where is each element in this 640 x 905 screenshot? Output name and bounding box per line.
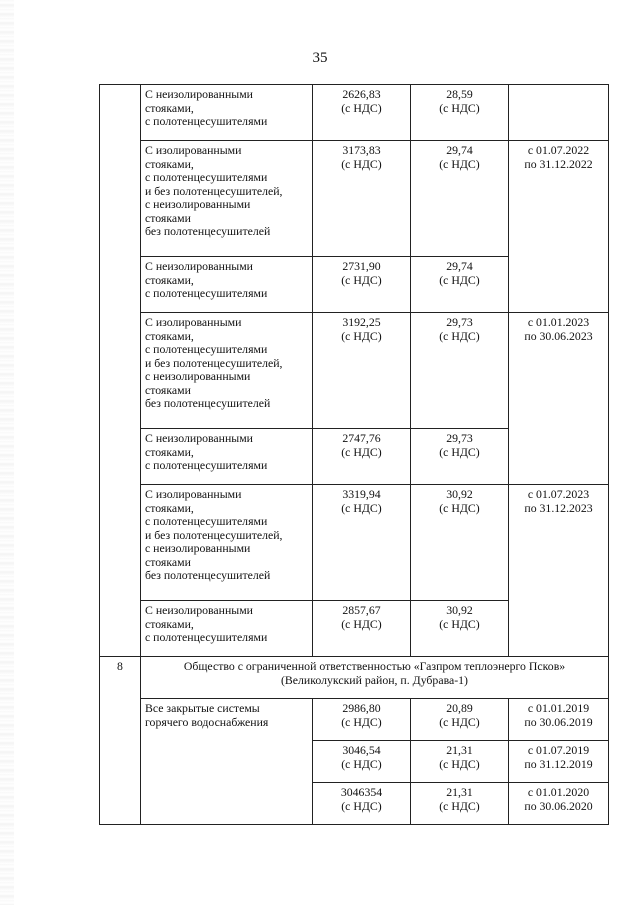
- tariff-value: 2747,76 (с НДС): [313, 429, 411, 485]
- row-description: С неизолированными стояками, с полотенцесушителями: [141, 429, 313, 485]
- table-row: [100, 141, 609, 257]
- scan-edge-artifact: [0, 0, 14, 905]
- component-value: 21,31 (с НДС): [411, 783, 509, 825]
- table-row: [100, 85, 609, 141]
- index-cell-empty: [100, 85, 141, 657]
- component-value: 29,73 (с НДС): [411, 429, 509, 485]
- table-row: [100, 485, 609, 601]
- tariff-value: 3319,94 (с НДС): [313, 485, 411, 601]
- component-value: 28,59 (с НДС): [411, 85, 509, 141]
- row-description: С изолированными стояками, с полотенцесушителями и без полотенцесушителей, с неизолированными стояками без полотенцесушителей: [141, 141, 313, 257]
- tariff-value: 2626,83 (с НДС): [313, 85, 411, 141]
- tariff-value: 3173,83 (с НДС): [313, 141, 411, 257]
- tariff-value: 2731,90 (с НДС): [313, 257, 411, 313]
- row-description: С изолированными стояками, с полотенцесушителями и без полотенцесушителей, с неизолированными стояками без полотенцесушителей: [141, 485, 313, 601]
- period-cell: с 01.01.2020 по 30.06.2020: [509, 783, 609, 825]
- row-description: С неизолированными стояками, с полотенцесушителями: [141, 601, 313, 657]
- component-value: 29,74 (с НДС): [411, 257, 509, 313]
- org-header-row: [100, 657, 609, 699]
- period-cell: с 01.07.2023 по 31.12.2023: [509, 485, 609, 657]
- tariff-value: 3046,54 (с НДС): [313, 741, 411, 783]
- component-value: 30,92 (с НДС): [411, 485, 509, 601]
- tariff-value: 2857,67 (с НДС): [313, 601, 411, 657]
- component-value: 29,73 (с НДС): [411, 313, 509, 429]
- table-row: [100, 699, 609, 741]
- tariff-value: 3192,25 (с НДС): [313, 313, 411, 429]
- org-index: 8: [100, 657, 141, 825]
- period-cell: с 01.01.2023 по 30.06.2023: [509, 313, 609, 485]
- table-row: [100, 313, 609, 429]
- row-description: С неизолированными стояками, с полотенцесушителями: [141, 257, 313, 313]
- page-number: 35: [312, 50, 328, 66]
- component-value: 30,92 (с НДС): [411, 601, 509, 657]
- row-description: Все закрытые системы горячего водоснабжения: [141, 699, 313, 825]
- component-value: 20,89 (с НДС): [411, 699, 509, 741]
- period-cell: с 01.07.2022 по 31.12.2022: [509, 141, 609, 313]
- period-cell-empty: [509, 85, 609, 141]
- org-name: Общество с ограниченной ответственностью «Газпром теплоэнерго Псков» (Великолукский район, п. Дубрава-1): [141, 657, 609, 699]
- tariff-table: [99, 84, 609, 825]
- component-value: 29,74 (с НДС): [411, 141, 509, 257]
- row-description: С неизолированными стояками, с полотенцесушителями: [141, 85, 313, 141]
- row-description: С изолированными стояками, с полотенцесушителями и без полотенцесушителей, с неизолированными стояками без полотенцесушителей: [141, 313, 313, 429]
- tariff-value: 3046354 (с НДС): [313, 783, 411, 825]
- period-cell: с 01.01.2019 по 30.06.2019: [509, 699, 609, 741]
- tariff-value: 2986,80 (с НДС): [313, 699, 411, 741]
- period-cell: с 01.07.2019 по 31.12.2019: [509, 741, 609, 783]
- component-value: 21,31 (с НДС): [411, 741, 509, 783]
